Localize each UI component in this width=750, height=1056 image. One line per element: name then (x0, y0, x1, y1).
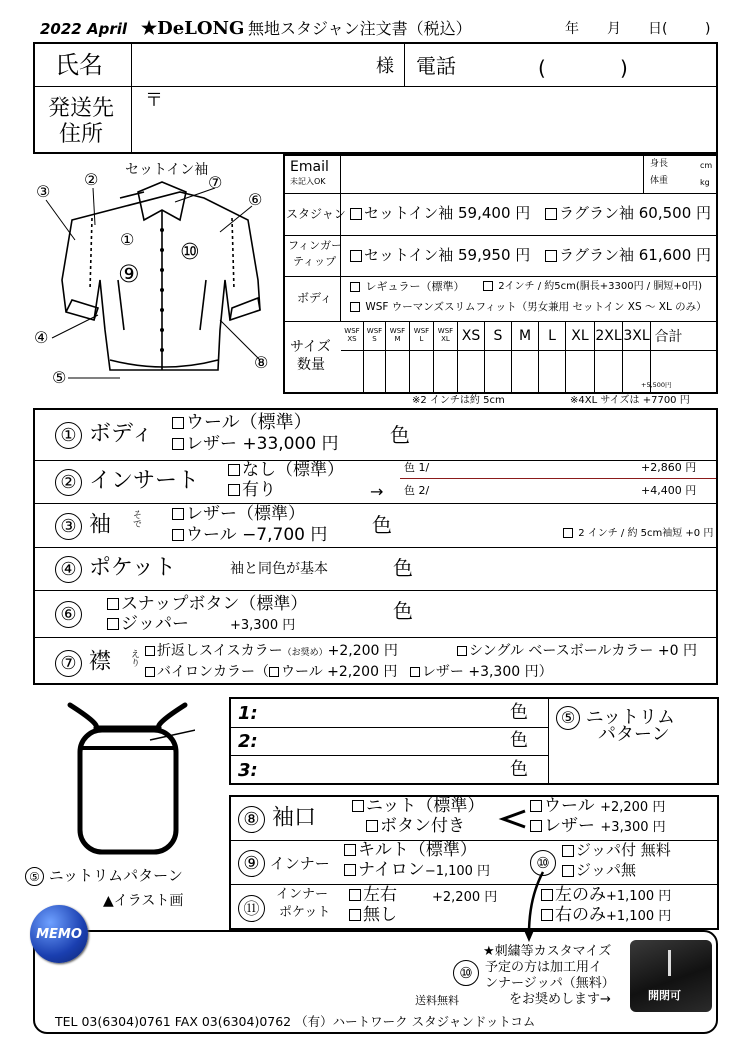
row-label: 襟 (89, 649, 112, 675)
number-badge: ⑪ (238, 895, 265, 922)
inner-pocket-both-price: +2,200 円 (432, 890, 498, 905)
email-note: 未記入OK (290, 177, 326, 186)
wsf-prefix: WSF (366, 327, 383, 336)
cuff-wool-option[interactable] (530, 798, 665, 815)
option-label: レギュラー（標準） (365, 280, 465, 293)
pocket-option-row (55, 556, 176, 583)
size-header-3: L (538, 322, 565, 350)
sleeve-color-label: 色 (372, 513, 392, 537)
diagram-title: セットイン袖 (125, 162, 209, 178)
option-price: +1,100 円 (606, 889, 672, 904)
checkbox[interactable] (410, 667, 420, 677)
zipper-photo-label: 開閉可 (648, 989, 681, 1002)
size-header-6: 3XL (622, 322, 650, 350)
size-header-wsf-0 (341, 322, 363, 350)
option-label: 右のみ (555, 905, 606, 925)
wsf-size: S (372, 335, 377, 343)
cuff-button-option[interactable] (366, 818, 465, 835)
quantity-input-wsf-1[interactable] (363, 351, 385, 393)
row-label: インサート (89, 468, 200, 494)
checkbox[interactable] (172, 417, 184, 429)
wsf-prefix: WSF (413, 327, 430, 336)
checkbox[interactable] (530, 820, 542, 832)
knit-pattern-label-2: パターン (598, 724, 670, 745)
size-header-4: XL (565, 322, 594, 350)
cuff-leather-option[interactable] (530, 818, 666, 835)
option-label: 2 インチ / 約 5cm袖短 +0 円 (578, 528, 714, 539)
insert-arrow: → (370, 482, 384, 501)
note-2inch: ※2 インチは約 5cm (412, 395, 505, 406)
size-header-wsf-4 (433, 322, 457, 350)
inner-pocket-left-option[interactable] (541, 887, 671, 904)
body-leather-option[interactable] (172, 436, 339, 453)
sleeve-leather-option[interactable] (172, 506, 305, 523)
address-label-1: 発送先 (48, 96, 115, 121)
number-badge: ⑩ (530, 850, 556, 876)
checkbox[interactable] (562, 865, 574, 877)
wsf-size: M (394, 335, 401, 343)
quantity-input-wsf-0[interactable] (341, 351, 363, 393)
quantity-input-4[interactable] (565, 351, 594, 393)
checkbox[interactable] (352, 800, 364, 812)
size-header-5: 2XL (594, 322, 622, 350)
date-month: 月 (607, 21, 621, 37)
size-header-row (341, 322, 717, 350)
shipping-note: 送料無料 (415, 994, 459, 1007)
collar-byron-option[interactable] (145, 665, 553, 679)
memo-badge (30, 905, 88, 963)
phone-field[interactable] (470, 45, 715, 84)
body-color-label: 色 (390, 423, 410, 447)
inner-pocket-number (238, 895, 265, 922)
collar-single-option[interactable] (457, 644, 697, 658)
memo-badge-label: MEMO (36, 926, 82, 942)
inner-pocket-right-option[interactable] (541, 907, 671, 924)
option-price: −1,100 円 (424, 864, 491, 879)
memo-note-1: ★刺繍等カスタマイズ (483, 944, 612, 959)
wsf-size: XS (347, 335, 357, 343)
option-label: 無し (363, 905, 397, 925)
checkbox[interactable] (344, 864, 356, 876)
option-label: バイロンカラー（ (157, 664, 269, 680)
marker-9: ⑨ (118, 260, 140, 288)
finger-raglan-option[interactable] (545, 248, 711, 263)
weight-unit: kg (700, 178, 710, 187)
option-label: なし（標準） (242, 460, 344, 480)
inner-option-row (238, 850, 330, 877)
memo-note-2: 予定の方は加工用イ (485, 960, 603, 975)
checkbox[interactable] (350, 302, 360, 312)
option-note: （お奨め） (282, 648, 328, 658)
option-label: レザー (544, 816, 595, 836)
phone-label: 電話 (416, 54, 456, 78)
closure-zipper-option[interactable] (107, 616, 189, 633)
wsf-size: XL (441, 335, 450, 343)
inner-pocket-label-1: インナー (276, 887, 329, 902)
row-label: ボディ (89, 421, 154, 447)
number-badge: ④ (55, 556, 82, 583)
option-label: ジッパ付 無料 (576, 841, 671, 859)
option-label: レザー（標準） (186, 504, 305, 524)
size-header-total: 合計 (650, 322, 686, 350)
pocket-color-label: 色 (393, 556, 413, 580)
insert-color-2: 色 2/ (404, 484, 430, 497)
footer-contact: TEL 03(6304)0761 FAX 03(6304)0762 （有）ハートワーク スタジャンドットコム (55, 1014, 536, 1029)
marker-7: ⑦ (208, 173, 223, 192)
pattern-label-1: ニットリム (585, 707, 676, 728)
zipper-line (668, 950, 671, 976)
name-field[interactable] (134, 45, 369, 84)
option-price: +2,200 円 (327, 643, 398, 659)
height-label: 身長 (650, 159, 669, 169)
marker-8: ⑧ (254, 353, 269, 372)
honorific: 様 (376, 56, 394, 77)
stajan-label: スタジャン (286, 207, 346, 221)
wsf-size: L (419, 335, 424, 343)
knit-color-1: 色 (510, 702, 528, 723)
closure-color-label: 色 (393, 599, 413, 623)
size-header-wsf-1 (363, 322, 385, 350)
quantity-input-5[interactable] (594, 351, 622, 393)
option-label: 折返しスイスカラー (157, 643, 283, 659)
row-label: 袖口 (272, 805, 317, 831)
checkbox[interactable] (545, 250, 557, 262)
number-badge: ⑥ (55, 601, 82, 628)
option-label: ナイロン (358, 860, 425, 880)
cuff-knit-option[interactable] (352, 798, 484, 815)
checkbox[interactable] (107, 598, 119, 610)
checkbox[interactable] (457, 646, 467, 656)
option-label: WSF ウーマンズスリムフィット（男女兼用 セットイン XS ～ XL のみ） (365, 301, 707, 313)
date-year: 年 (565, 21, 579, 37)
insert-option-row (55, 469, 199, 496)
inner-pocket-none-option[interactable] (349, 907, 397, 924)
memo-note-number (453, 960, 479, 986)
number-badge: ② (55, 469, 82, 496)
option-label: 左のみ (555, 885, 606, 905)
marker-3: ③ (36, 182, 51, 201)
size-header-1: S (484, 322, 511, 350)
inner-zip-option[interactable] (562, 843, 671, 858)
quantity-input-0[interactable] (457, 351, 484, 393)
collar-option-row (55, 650, 111, 677)
checkbox[interactable] (349, 909, 361, 921)
date-day: 日( (648, 21, 668, 37)
number-badge: ① (55, 422, 82, 449)
edition-label: 2022 April (40, 20, 127, 38)
knit-row-2[interactable]: 2: (238, 731, 258, 752)
option-label: 左右 (363, 885, 397, 905)
number-badge: ⑦ (55, 650, 82, 677)
memo-note-3: ンナージッパ（無料） (485, 976, 615, 991)
sleeve-option-row (55, 513, 111, 540)
knit-color-3: 色 (510, 759, 528, 780)
name-label: 氏名 (55, 51, 103, 79)
email-field[interactable] (343, 157, 640, 191)
marker-5: ⑤ (52, 368, 67, 387)
checkbox[interactable] (350, 250, 362, 262)
insert-price-1: +2,860 円 (641, 461, 697, 474)
checkbox[interactable] (530, 800, 542, 812)
body-wool-option[interactable] (172, 414, 312, 432)
option-label: ウール +2,200 円 (281, 664, 398, 680)
number-badge: ③ (55, 513, 82, 540)
size-label-2: 数量 (297, 357, 325, 373)
option-price: +1,100 円 (606, 909, 672, 924)
option-label: セットイン袖 59,950 円 (364, 246, 531, 264)
collar-ruby: えり (129, 649, 139, 667)
option-label: ウール (544, 796, 595, 816)
postal-mark: 〒 (145, 90, 163, 111)
body-2inch-option[interactable] (483, 281, 702, 292)
option-price: +2,200 円 (600, 800, 666, 815)
checkbox[interactable] (366, 820, 378, 832)
surcharge-3xl: +5,500円 (641, 381, 672, 389)
sleeve-ruby: そで (131, 510, 141, 528)
checkbox[interactable] (228, 484, 240, 496)
body-option-row (55, 422, 153, 449)
cuff-option-row (238, 806, 316, 833)
insert-none-option[interactable] (228, 462, 344, 479)
caption-label: ニットリムパターン (48, 866, 183, 885)
checkbox[interactable] (349, 889, 361, 901)
finger-label-1: フィンガー (288, 239, 343, 252)
option-label: ラグラン袖 60,500 円 (559, 204, 712, 222)
wsf-prefix: WSF (389, 327, 406, 336)
wsf-prefix: WSF (344, 327, 360, 336)
option-label: 2インチ / 約5cm(胴長+3300円 / 胴短+0円) (498, 281, 702, 292)
checkbox[interactable] (344, 844, 356, 856)
wsf-prefix: WSF (437, 327, 454, 336)
option-label: セットイン袖 59,400 円 (364, 204, 531, 222)
option-label: 有り (242, 480, 276, 500)
checkbox[interactable] (172, 508, 184, 520)
weight-label: 体重 (650, 176, 669, 186)
knit-row-3[interactable]: 3: (238, 760, 258, 781)
stajan-raglan-option[interactable] (545, 206, 711, 221)
memo-note-4: をお奨めします→ (509, 992, 611, 1007)
checkbox[interactable] (107, 618, 119, 630)
date-close: ) (705, 21, 711, 37)
row-label: ポケット (89, 555, 176, 581)
row-label: 袖 (89, 512, 112, 538)
checkbox[interactable] (145, 667, 155, 677)
email-label: Email (290, 159, 329, 175)
stajan-setin-option[interactable] (350, 206, 530, 221)
option-label: ジッパ無 (576, 861, 637, 879)
checkbox[interactable] (563, 528, 573, 538)
checkbox[interactable] (483, 281, 493, 291)
sleeve-wool-option[interactable] (172, 527, 327, 544)
height-unit: cm (700, 161, 713, 170)
address-field[interactable] (165, 88, 715, 151)
finger-setin-option[interactable] (350, 248, 530, 263)
quantity-input-3[interactable] (538, 351, 565, 393)
number-badge: ⑧ (238, 806, 265, 833)
knit-color-2: 色 (510, 730, 528, 751)
insert-price-2: +4,400 円 (641, 484, 697, 497)
body-regular-option[interactable] (350, 281, 465, 292)
number-badge: ⑩ (453, 960, 479, 986)
option-label: ニット（標準） (366, 796, 485, 816)
finger-label-2: ティップ (293, 255, 337, 268)
inner-nylon-option[interactable] (344, 862, 490, 879)
option-label: ボタン付き (380, 816, 465, 836)
knit-caption (25, 867, 183, 886)
cuff-arrow-icon (497, 808, 527, 830)
knit-rim-illustration (60, 700, 195, 855)
marker-10: ⑩ (180, 240, 200, 265)
size-header-2: M (511, 322, 538, 350)
quantity-input-wsf-4[interactable] (433, 351, 457, 393)
sleeve-2inch-option[interactable] (563, 528, 713, 539)
page-title: 無地スタジャン注文書（税込） (248, 19, 472, 38)
row-label: インナー (269, 854, 330, 873)
number-badge: ⑤ (25, 867, 44, 886)
quantity-input-wsf-3[interactable] (409, 351, 433, 393)
checkbox[interactable] (562, 845, 574, 857)
note-4xl: ※4XL サイズは +7700 円 (570, 395, 690, 406)
quantity-input-2[interactable] (511, 351, 538, 393)
address-label-2: 住所 (59, 122, 104, 147)
checkbox[interactable] (350, 208, 362, 220)
option-label: ウール −7,700 円 (186, 525, 328, 545)
brand-name: ★DeLONG (141, 18, 245, 39)
option-label: ウール（標準） (186, 412, 312, 433)
checkbox[interactable] (172, 438, 184, 450)
insert-color-divider (400, 478, 716, 479)
option-price: +3,300 円 (600, 820, 666, 835)
insert-yes-option[interactable] (228, 482, 276, 499)
number-badge: ⑨ (238, 850, 265, 877)
marker-6: ⑥ (248, 190, 263, 209)
closure-number (55, 601, 82, 628)
insert-color-1: 色 1/ (404, 461, 430, 474)
quantity-input-wsf-2[interactable] (385, 351, 409, 393)
checkbox[interactable] (172, 529, 184, 541)
closure-zipper-price: +3,300 円 (230, 618, 296, 633)
marker-2: ② (84, 170, 99, 189)
size-header-0: XS (457, 322, 484, 350)
checkbox[interactable] (350, 282, 360, 292)
size-header-wsf-2 (385, 322, 409, 350)
collar-swiss-option[interactable] (145, 644, 398, 658)
size-label-1: サイズ (290, 339, 331, 355)
option-label: ラグラン袖 61,600 円 (559, 246, 712, 264)
illustration-caption: ▲イラスト画 (103, 893, 184, 909)
body-wsf-option[interactable] (350, 302, 707, 313)
inner-quilt-option[interactable] (344, 842, 477, 859)
size-header-wsf-3 (409, 322, 433, 350)
checkbox[interactable] (228, 464, 240, 476)
option-label: レザー +33,000 円 (186, 434, 339, 454)
option-label: スナップボタン（標準） (121, 594, 308, 614)
checkbox[interactable] (145, 646, 155, 656)
zipper-photo (630, 940, 712, 1012)
body-label: ボディ (297, 291, 333, 305)
knit-row-1[interactable]: 1: (238, 703, 258, 724)
checkbox[interactable] (545, 208, 557, 220)
marker-1: ① (120, 230, 135, 249)
option-label: ジッパー (121, 614, 189, 634)
option-label: キルト（標準） (358, 840, 477, 860)
marker-4: ④ (34, 328, 49, 347)
inner-pocket-label-2: ポケット (279, 905, 331, 920)
phone-paren-close: ) (620, 56, 628, 80)
phone-paren-open: ( (538, 56, 546, 80)
quantity-input-1[interactable] (484, 351, 511, 393)
closure-snap-option[interactable] (107, 596, 307, 613)
checkbox[interactable] (269, 667, 279, 677)
inner-nozip-option[interactable] (562, 863, 636, 878)
number-badge: ⑤ (556, 706, 580, 730)
option-label: シングル ベースボールカラー +0 円 (469, 643, 697, 659)
inner-pocket-both-option[interactable] (349, 887, 397, 904)
jacket-diagram (20, 170, 282, 400)
option-label: レザー +3,300 円） (421, 664, 553, 680)
pocket-note: 袖と同色が基本 (230, 561, 328, 577)
